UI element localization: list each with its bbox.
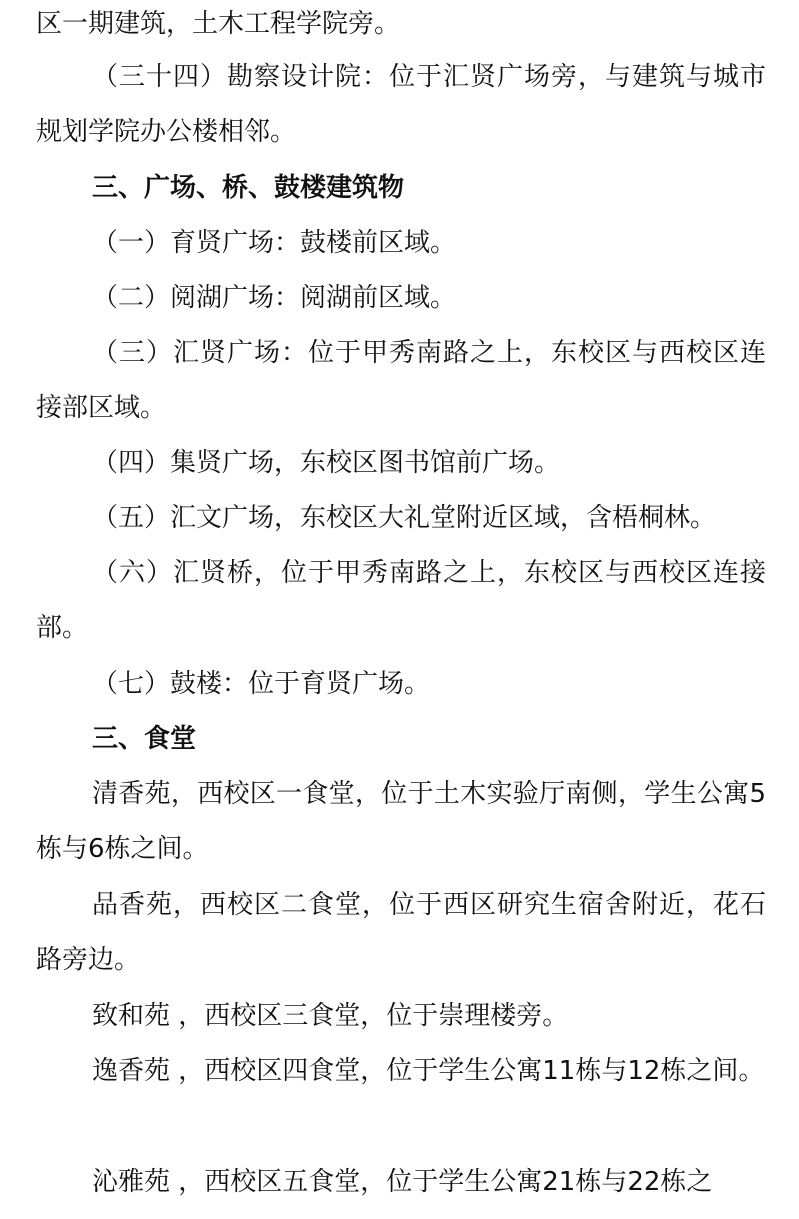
paragraph-qinya-canteen: 沁雅苑 ，西校区五食堂，位于学生公寓21栋与22栋之: [92, 1167, 713, 1197]
paragraph-zhihe-canteen: 致和苑 ，西校区三食堂，位于崇理楼旁。: [92, 1001, 569, 1031]
paragraph-qingxiang-canteen: 清香苑，西校区一食堂，位于土木实验厅南侧，学生公寓5栋与6栋之间。: [36, 779, 766, 864]
paragraph-huixian-bridge: （六）汇贤桥，位于甲秀南路之上，东校区与西校区连接部。: [36, 558, 766, 643]
paragraph-yixiang-canteen: 逸香苑 ，西校区四食堂，位于学生公寓11栋与12栋之间。: [92, 1056, 765, 1086]
paragraph-survey-design-institute: （三十四）勘察设计院：位于汇贤广场旁，与建筑与城市规划学院办公楼相邻。: [36, 62, 766, 147]
paragraph-yuehu-square: （二）阅湖广场：阅湖前区域。: [92, 283, 457, 313]
paragraph-huiwen-square: （五）汇文广场，东校区大礼堂附近区域，含梧桐林。: [92, 503, 717, 533]
paragraph-huixian-square: （三）汇贤广场：位于甲秀南路之上，东校区与西校区连接部区域。: [36, 338, 766, 423]
paragraph-pinxiang-canteen: 品香苑，西校区二食堂，位于西区研究生宿舍附近，花石路旁边。: [36, 890, 766, 975]
paragraph-drum-tower: （七）鼓楼：位于育贤广场。: [92, 669, 431, 699]
paragraph-jixian-square: （四）集贤广场，东校区图书馆前广场。: [92, 448, 561, 478]
paragraph-yuxian-square: （一）育贤广场：鼓楼前区域。: [92, 228, 457, 258]
paragraph-continuation-civil-engineering: 区一期建筑，土木工程学院旁。: [36, 9, 401, 39]
section-heading-squares-bridges: 三、广场、桥、鼓楼建筑物: [92, 173, 405, 203]
section-heading-canteens: 三、食堂: [92, 724, 197, 754]
